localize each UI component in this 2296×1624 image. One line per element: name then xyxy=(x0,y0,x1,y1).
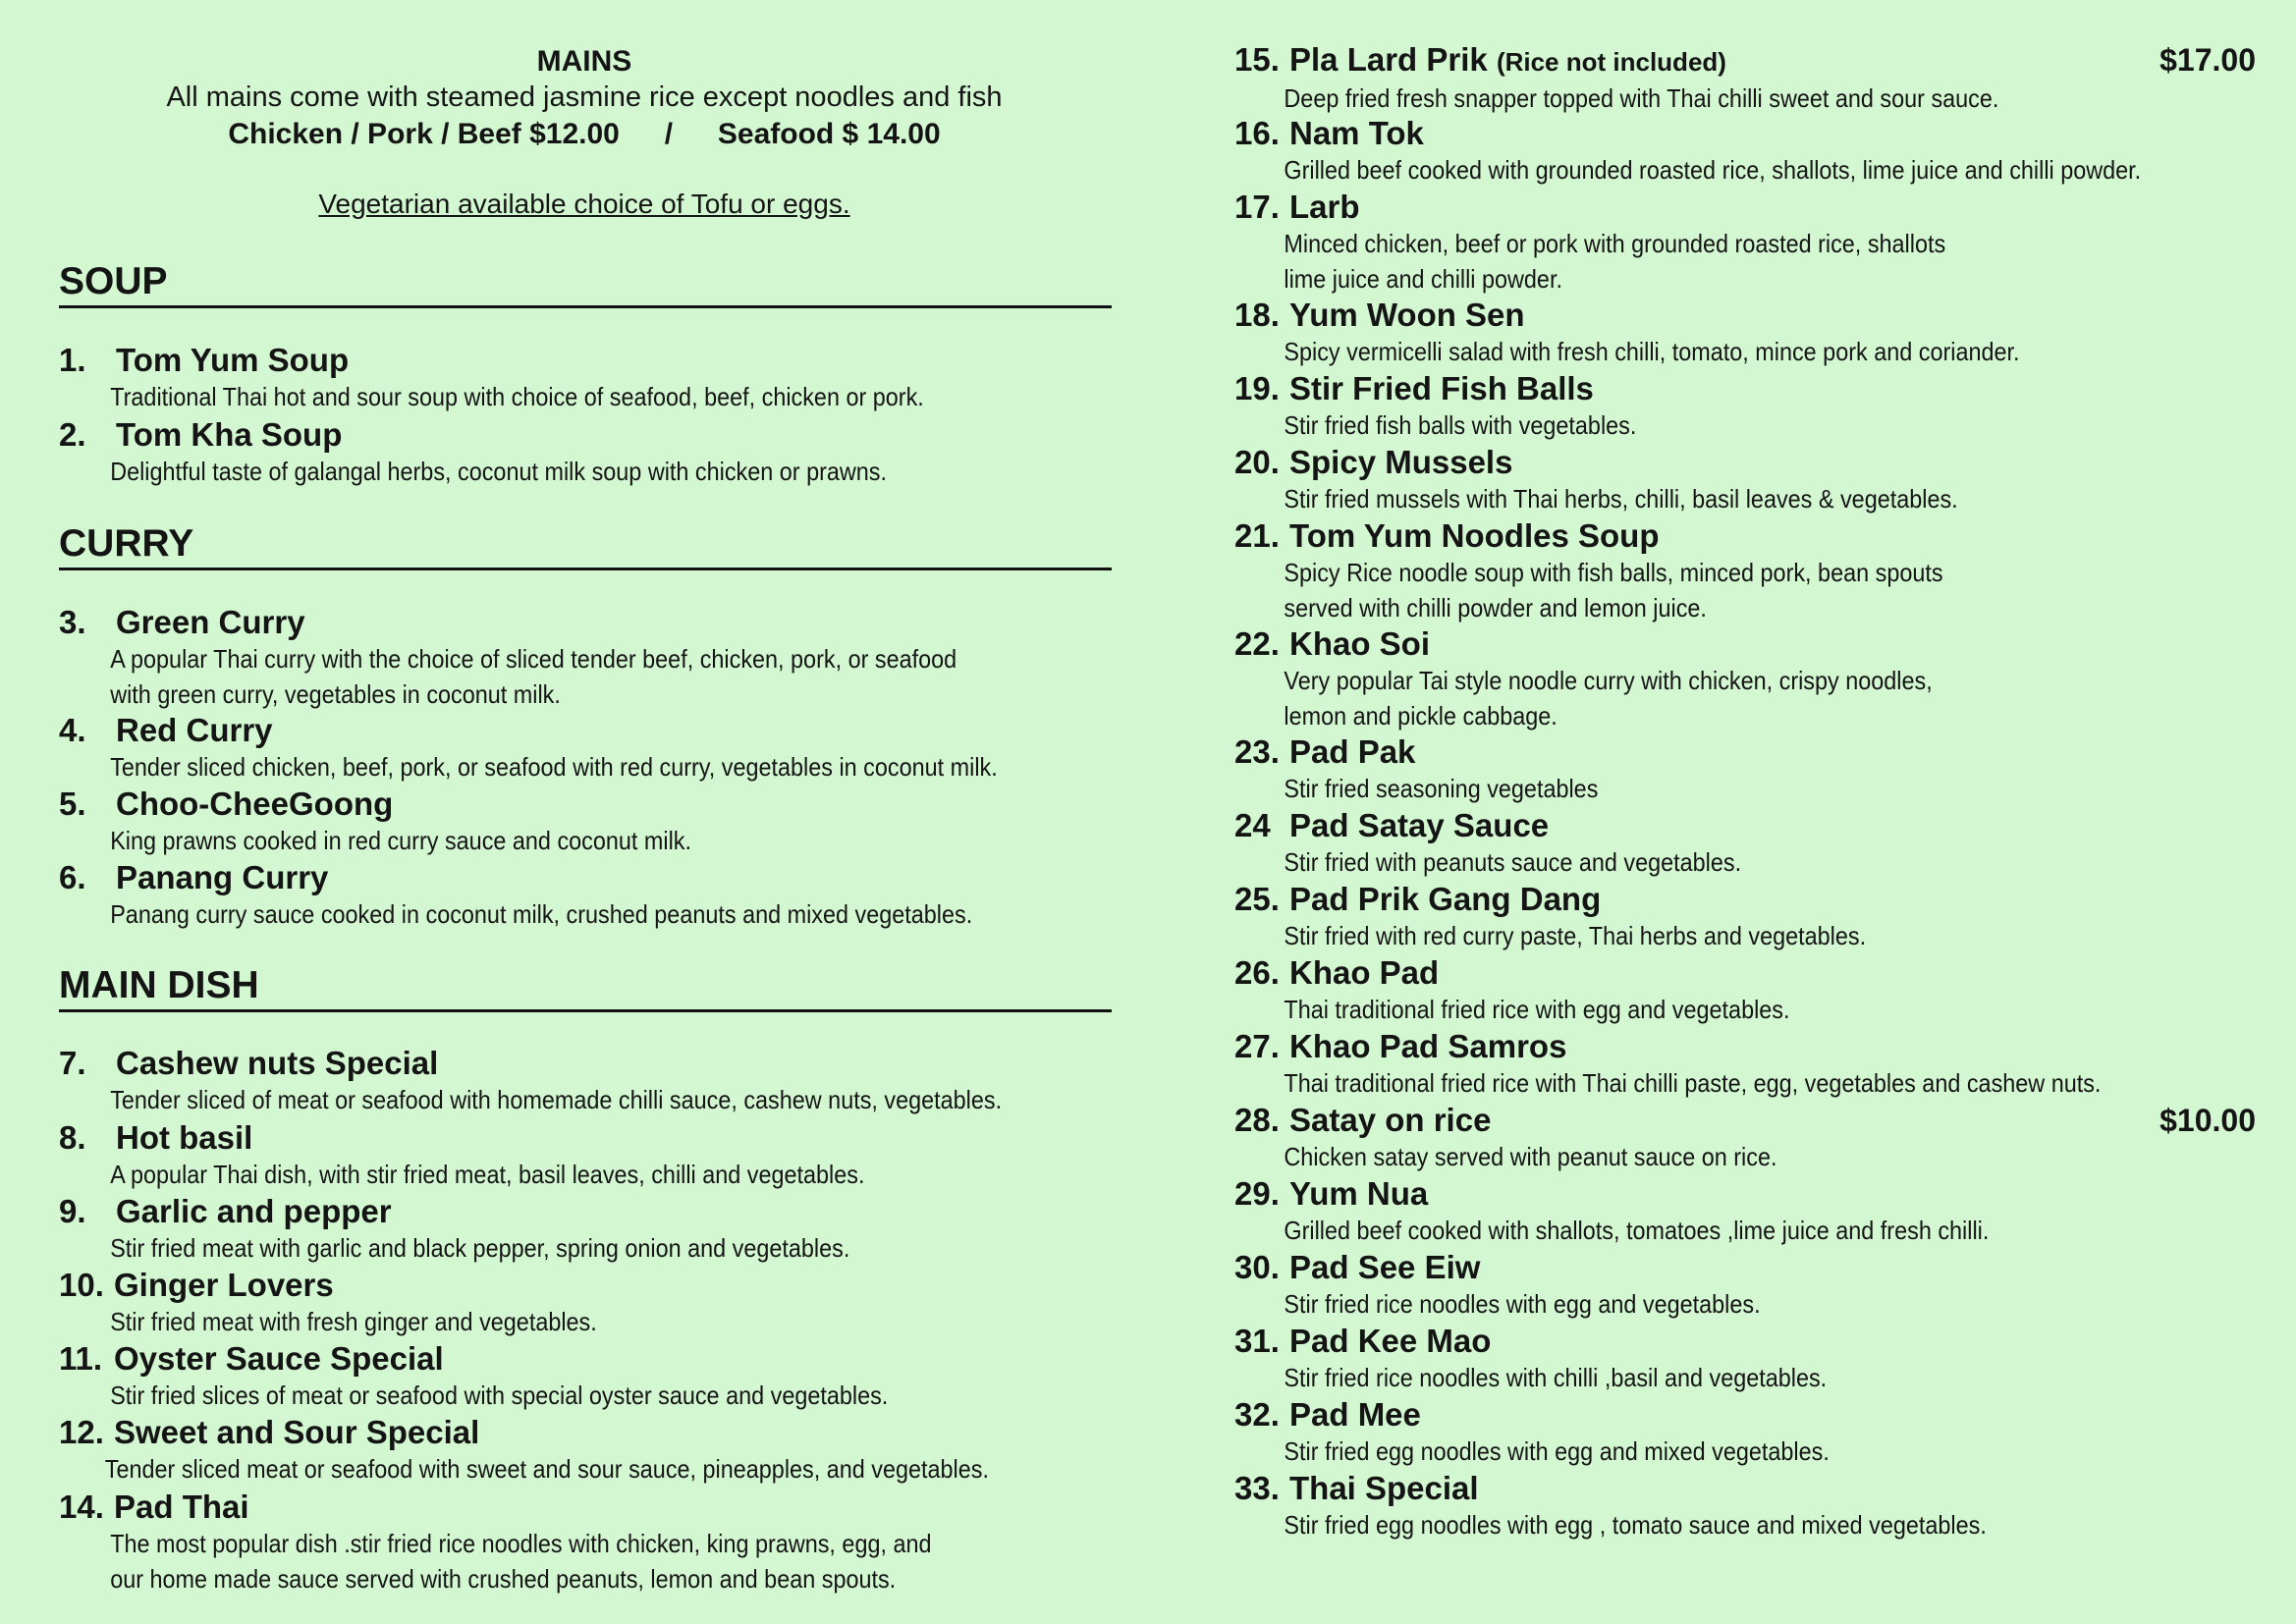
item-number: 9. xyxy=(59,1193,86,1229)
item-description: Very popular Tai style noodle curry with chicken, crispy noodles, xyxy=(1284,666,1933,695)
item-number: 7. xyxy=(59,1045,86,1081)
menu-item xyxy=(59,416,1129,489)
menu-item xyxy=(1234,1470,2256,1543)
item-number: 26. xyxy=(1234,954,1280,991)
item-description: Tender sliced meat or seafood with sweet and sour sauce, pineapples, and vegetables. xyxy=(104,1454,989,1484)
item-description: Minced chicken, beef or pork with grounded roasted rice, shallots xyxy=(1284,229,1946,258)
menu-item xyxy=(1234,881,2256,953)
item-name: Pad See Eiw xyxy=(1289,1249,1481,1285)
item-number: 25. xyxy=(1234,881,1280,917)
item-description: Tender sliced chicken, beef, pork, or seafood with red curry, vegetables in coconut milk. xyxy=(110,752,998,782)
menu-item xyxy=(1234,1175,2256,1248)
item-name: Tom Yum Soup xyxy=(116,342,350,378)
item-number: 4. xyxy=(59,712,86,748)
item-number: 11. xyxy=(59,1340,103,1377)
item-description: Panang curry sauce cooked in coconut milk, crushed peanuts and mixed vegetables. xyxy=(110,899,973,929)
menu-item xyxy=(1234,444,2256,516)
item-number: 18. xyxy=(1234,297,1280,333)
mains-prices xyxy=(0,116,1169,152)
item-number: 12. xyxy=(59,1414,104,1450)
item-description: Stir fried with peanuts sauce and vegetables. xyxy=(1284,847,1742,877)
item-number: 2. xyxy=(59,416,86,453)
item-number: 16. xyxy=(1234,115,1280,151)
item-number: 5. xyxy=(59,785,86,822)
item-description: Thai traditional fried rice with egg and vegetables. xyxy=(1284,995,1790,1024)
item-number: 30. xyxy=(1234,1249,1280,1285)
menu-item xyxy=(59,1267,1129,1339)
mains-title: MAINS xyxy=(536,45,632,78)
menu-item xyxy=(59,1489,1129,1597)
item-name-text: Pla Lard Prik xyxy=(1289,41,1488,78)
item-name: Oyster Sauce Special xyxy=(114,1340,444,1377)
item-name: Satay on rice xyxy=(1289,1102,1492,1138)
item-number: 33. xyxy=(1234,1470,1280,1506)
item-description: lemon and pickle cabbage. xyxy=(1284,701,1558,731)
item-number: 15. xyxy=(1234,41,1280,78)
item-name: Pad Satay Sauce xyxy=(1289,807,1550,843)
item-description: The most popular dish .stir fried rice noodles with chicken, king prawns, egg, and xyxy=(110,1529,932,1558)
item-description: Stir fried rice noodles with egg and vegetables. xyxy=(1284,1289,1761,1319)
item-name: Stir Fried Fish Balls xyxy=(1289,370,1594,406)
item-description: served with chilli powder and lemon juice. xyxy=(1284,593,1707,623)
menu-item xyxy=(59,1193,1129,1266)
menu-item xyxy=(59,1414,1129,1487)
item-number: 31. xyxy=(1234,1323,1280,1359)
item-name xyxy=(1234,41,2256,81)
item-number: 1. xyxy=(59,342,86,378)
item-description: Stir fried egg noodles with egg and mixed vegetables. xyxy=(1284,1436,1830,1466)
item-description: Grilled beef cooked with grounded roasted rice, shallots, lime juice and chilli powder. xyxy=(1284,155,2142,185)
item-note: (Rice not included) xyxy=(1496,47,1726,77)
item-name: Spicy Mussels xyxy=(1289,444,1513,480)
menu-item xyxy=(59,1045,1129,1117)
menu-item xyxy=(1234,1323,2256,1395)
menu-item xyxy=(59,712,1129,785)
item-number: 29. xyxy=(1234,1175,1280,1212)
item-description: with green curry, vegetables in coconut milk. xyxy=(110,679,561,709)
item-description: Stir fried meat with fresh ginger and vegetables. xyxy=(110,1307,597,1336)
item-description: Thai traditional fried rice with Thai chilli paste, egg, vegetables and cashew nuts. xyxy=(1284,1068,2102,1098)
item-description: Stir fried with red curry paste, Thai herbs and vegetables. xyxy=(1284,921,1867,950)
item-description: Traditional Thai hot and sour soup with choice of seafood, beef, chicken or pork. xyxy=(110,382,924,411)
item-number: 10. xyxy=(59,1267,104,1303)
item-number: 24 xyxy=(1234,807,1271,843)
item-number: 3. xyxy=(59,604,86,640)
menu-item xyxy=(59,342,1129,414)
section-title-main-dish: MAIN DISH xyxy=(59,964,1112,1012)
menu-item xyxy=(59,604,1129,712)
item-number: 32. xyxy=(1234,1396,1280,1433)
item-description: Tender sliced of meat or seafood with homemade chilli sauce, cashew nuts, vegetables. xyxy=(110,1085,1003,1114)
item-name: Garlic and pepper xyxy=(116,1193,392,1229)
item-name: Pad Mee xyxy=(1289,1396,1421,1433)
price-separator: / xyxy=(664,118,674,150)
item-name: Khao Pad xyxy=(1289,954,1440,991)
item-name: Green Curry xyxy=(116,604,305,640)
menu-item xyxy=(59,785,1129,858)
item-name: Pad Prik Gang Dang xyxy=(1289,881,1602,917)
menu-item xyxy=(1234,297,2256,369)
menu-item xyxy=(1234,41,2256,116)
menu-item xyxy=(1234,807,2256,880)
menu-item xyxy=(59,1119,1129,1192)
menu-item xyxy=(1234,1396,2256,1469)
item-number: 23. xyxy=(1234,733,1280,770)
item-name: Yum Nua xyxy=(1289,1175,1429,1212)
item-description: Stir fried slices of meat or seafood with special oyster sauce and vegetables. xyxy=(110,1380,889,1410)
item-description: A popular Thai dish, with stir fried meat, basil leaves, chilli and vegetables. xyxy=(110,1160,865,1189)
item-description: A popular Thai curry with the choice of sliced tender beef, chicken, pork, or seafood xyxy=(110,644,957,674)
menu-item xyxy=(1234,954,2256,1027)
item-description: Delightful taste of galangal herbs, coconut milk soup with chicken or prawns. xyxy=(110,457,888,486)
item-name: Hot basil xyxy=(116,1119,253,1156)
item-name: Tom Yum Noodles Soup xyxy=(1289,517,1660,554)
menu-item xyxy=(1234,370,2256,443)
item-number: 14. xyxy=(59,1489,104,1525)
menu-item xyxy=(1234,1028,2256,1101)
item-name: Tom Kha Soup xyxy=(116,416,343,453)
item-name: Pad Thai xyxy=(114,1489,249,1525)
item-description: our home made sauce served with crushed peanuts, lemon and bean spouts. xyxy=(110,1564,897,1594)
item-name: Ginger Lovers xyxy=(114,1267,334,1303)
mains-subtitle: All mains come with steamed jasmine rice except noodles and fish xyxy=(166,81,1003,113)
item-description: Deep fried fresh snapper topped with Thai chilli sweet and sour sauce. xyxy=(1284,83,1999,113)
item-name: Red Curry xyxy=(116,712,273,748)
item-name: Larb xyxy=(1289,189,1360,225)
menu-item xyxy=(1234,115,2256,188)
item-description: Stir fried rice noodles with chilli ,basil and vegetables. xyxy=(1284,1363,1828,1392)
item-name: Choo-CheeGoong xyxy=(116,785,394,822)
menu-item xyxy=(59,1340,1129,1413)
item-number: 28. xyxy=(1234,1102,1280,1138)
item-name: Nam Tok xyxy=(1289,115,1424,151)
vegetarian-note: Vegetarian available choice of Tofu or eggs. xyxy=(318,189,850,219)
item-description: Spicy vermicelli salad with fresh chilli, tomato, mince pork and coriander. xyxy=(1284,337,2020,366)
price-seafood: Seafood $ 14.00 xyxy=(717,118,941,150)
item-number: 8. xyxy=(59,1119,86,1156)
item-description: Stir fried meat with garlic and black pepper, spring onion and vegetables. xyxy=(110,1233,850,1263)
item-description: Stir fried fish balls with vegetables. xyxy=(1284,410,1637,440)
menu-item xyxy=(1234,625,2256,733)
item-name: Sweet and Sour Special xyxy=(114,1414,480,1450)
menu-page-right xyxy=(1148,0,2296,1624)
item-description: Grilled beef cooked with shallots, tomatoes ,lime juice and fresh chilli. xyxy=(1284,1216,1990,1245)
item-name: Khao Soi xyxy=(1289,625,1431,662)
menu-item xyxy=(1234,189,2256,297)
item-name: Cashew nuts Special xyxy=(116,1045,439,1081)
price-meat: Chicken / Pork / Beef $12.00 xyxy=(228,118,620,150)
item-name: Yum Woon Sen xyxy=(1289,297,1525,333)
menu-item xyxy=(59,859,1129,932)
menu-item xyxy=(1234,1102,2256,1174)
item-number: 17. xyxy=(1234,189,1280,225)
item-name: Thai Special xyxy=(1289,1470,1479,1506)
item-description: Stir fried mussels with Thai herbs, chilli, basil leaves & vegetables. xyxy=(1284,484,1958,514)
item-description: Stir fried egg noodles with egg , tomato sauce and mixed vegetables. xyxy=(1284,1510,1987,1540)
menu-item xyxy=(1234,517,2256,625)
item-description: King prawns cooked in red curry sauce and coconut milk. xyxy=(110,826,692,855)
item-number: 6. xyxy=(59,859,86,895)
menu-item xyxy=(1234,1249,2256,1322)
item-number: 27. xyxy=(1234,1028,1280,1064)
section-title-curry: CURRY xyxy=(59,522,1112,570)
item-price: $10.00 xyxy=(2159,1103,2256,1138)
item-name: Pad Pak xyxy=(1289,733,1416,770)
item-number: 21. xyxy=(1234,517,1280,554)
item-number: 20. xyxy=(1234,444,1280,480)
item-name: Khao Pad Samros xyxy=(1289,1028,1567,1064)
item-name: Panang Curry xyxy=(116,859,329,895)
item-name: Pad Kee Mao xyxy=(1289,1323,1492,1359)
menu-item xyxy=(1234,733,2256,806)
item-number: 19. xyxy=(1234,370,1280,406)
item-description: Stir fried seasoning vegetables xyxy=(1284,774,1599,803)
item-price: $17.00 xyxy=(2159,42,2256,78)
item-description: Spicy Rice noodle soup with fish balls, minced pork, bean spouts xyxy=(1284,558,1943,587)
item-number: 22. xyxy=(1234,625,1280,662)
section-title-soup: SOUP xyxy=(59,260,1112,308)
mains-header xyxy=(0,43,1169,222)
item-description: Chicken satay served with peanut sauce on rice. xyxy=(1284,1142,1777,1171)
item-description: lime juice and chilli powder. xyxy=(1284,264,1562,294)
